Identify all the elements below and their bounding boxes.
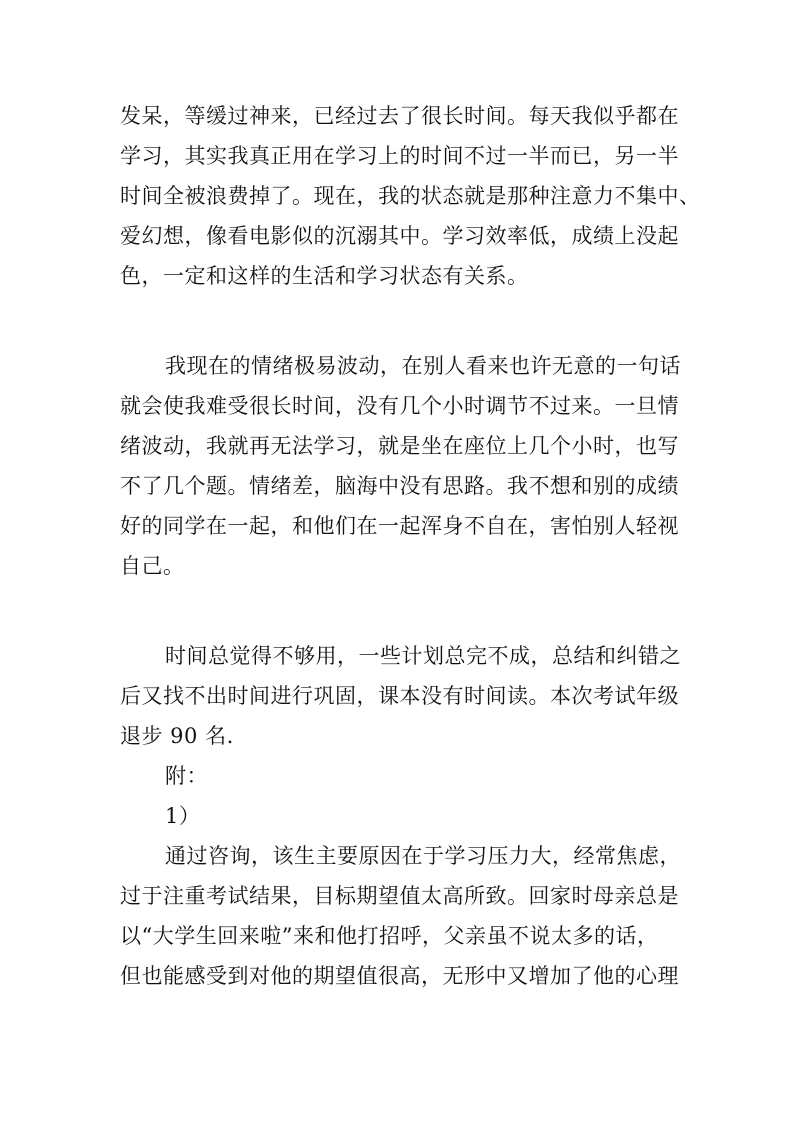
text-line: 退步 90 名. [120,724,234,748]
text-line: 时间全被浪费掉了。现在，我的状态就是那种注意力不集中、 [120,184,701,208]
text-line: 自己。 [120,554,185,578]
text-line: 发呆，等缓过神来，已经过去了很长时间。每天我似乎都在 [120,104,679,128]
text-line: 后又找不出时间进行巩固，课本没有时间读。本次考试年级 [120,684,679,708]
text-line: 我现在的情绪极易波动，在别人看来也许无意的一句话 [165,354,681,378]
text-line: 爱幻想，像看电影似的沉溺其中。学习效率低，成绩上没起 [120,224,679,248]
text-line: 学习，其实我真正用在学习上的时间不过一半而已，另一半 [120,144,679,168]
text-line: 过于注重考试结果，目标期望值太高所致。回家时母亲总是 [120,884,679,908]
text-line: 不了几个题。情绪差，脑海中没有思路。我不想和别的成绩 [120,474,679,498]
text-line: 以“大学生回来啦”来和他打招呼，父亲虽不说太多的话， [120,924,659,948]
text-line: 时间总觉得不够用，一些计划总完不成，总结和纠错之 [165,644,681,668]
text-line: 色，一定和这样的生活和学习状态有关系。 [120,264,529,288]
text-line: 通过咨询，该生主要原因在于学习压力大，经常焦虑， [165,844,681,868]
appendix-number: 1） [165,804,201,828]
paragraph-3 [120,636,680,756]
paragraph-1 [120,96,701,296]
text-line: 就会使我难受很长时间，没有几个小时调节不过来。一旦情 [120,394,679,418]
appendix-label: 附： [165,764,208,788]
text-line: 绪波动，我就再无法学习，就是坐在座位上几个小时，也写 [120,434,679,458]
text-line: 但也能感受到对他的期望值很高，无形中又增加了他的心理 [120,964,679,988]
paragraph-2 [120,346,680,586]
text-line: 好的同学在一起，和他们在一起浑身不自在，害怕别人轻视 [120,514,679,538]
paragraph-4 [120,756,680,996]
